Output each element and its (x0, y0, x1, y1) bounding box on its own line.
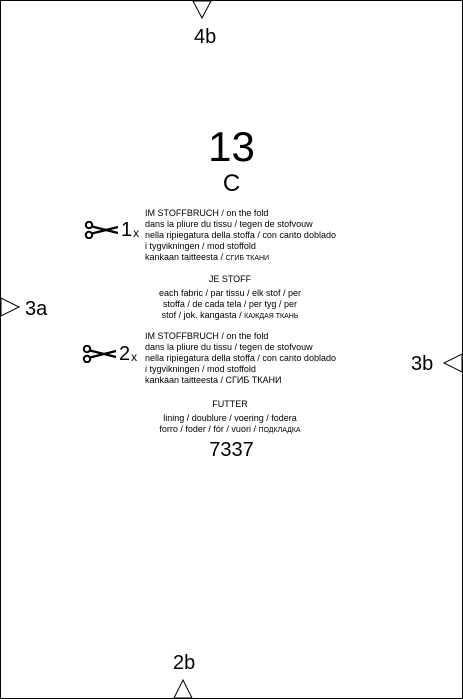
cut-count-1 (121, 220, 139, 240)
cut-count-number: 2 (119, 343, 131, 365)
fold-line (145, 252, 336, 263)
fold-text-russian: СГИБ ТКАНИ (225, 255, 270, 262)
fold-instructions-1 (145, 208, 336, 263)
fabric-text: stof / jok. kangasta / (161, 310, 245, 320)
bottom-notch-icon (172, 679, 194, 699)
fold-line: dans la pliure du tissu / tegen de stofvouw (145, 219, 313, 229)
top-notch-icon (191, 0, 213, 20)
piece-size: C (222, 170, 241, 197)
fold-line: i tygvikningen / mod stoffold (145, 364, 256, 374)
lining-text-russian: ПОДКЛАДКА (258, 427, 301, 434)
fold-line: nella ripiegatura della stoffa / con canto doblado (145, 230, 336, 240)
fold-line: dans la pliure du tissu / tegen de stofvouw (145, 342, 313, 352)
lining-text: forro / foder / fór / vuori / (159, 424, 259, 434)
scissors-icon (82, 345, 118, 363)
fold-text: kankaan taitteesta / (145, 252, 226, 262)
left-notch-label: 3a (25, 298, 48, 320)
fabric-line: stoffa / de cada tela / per tyg / per (163, 299, 297, 309)
right-notch-icon (441, 352, 463, 374)
fold-line: nella ripiegatura della stoffa / con canto doblado (145, 353, 336, 363)
top-notch-label: 4b (194, 26, 217, 48)
lining-block (130, 399, 330, 435)
fold-line (145, 208, 336, 219)
fold-line: kankaan taitteesta / СГИБ ТКАНИ (145, 375, 282, 385)
lining-title: FUTTER (212, 399, 248, 409)
fabric-line (130, 310, 330, 321)
fold-heading: IM STOFFBRUCH (145, 208, 219, 218)
cut-count-number: 1 (121, 219, 133, 241)
lining-line: lining / doublure / voering / fodera (163, 413, 297, 423)
left-notch-icon (0, 296, 22, 318)
fabric-line: each fabric / par tissu / elk stof / per (158, 288, 302, 298)
fabric-title: JE STOFF (208, 274, 252, 284)
cut-count-times: x (131, 350, 138, 364)
fabric-block (130, 274, 330, 321)
fabric-text-russian: КАЖДАЯ ТКАНЬ (244, 313, 299, 320)
fold-instructions-2 (145, 331, 336, 386)
fold-line: i tygvikningen / mod stoffold (145, 241, 256, 251)
bottom-notch-label: 2b (173, 652, 196, 674)
lining-line (130, 424, 330, 435)
fold-line: IM STOFFBRUCH / on the fold (145, 331, 269, 341)
scissors-icon (84, 221, 120, 239)
pattern-number: 7337 (209, 439, 254, 461)
cut-count-2 (119, 344, 137, 364)
fold-text: / on the fold (218, 208, 269, 218)
cut-count-times: x (133, 226, 140, 240)
piece-number: 13 (208, 123, 255, 170)
right-notch-label: 3b (411, 353, 434, 375)
